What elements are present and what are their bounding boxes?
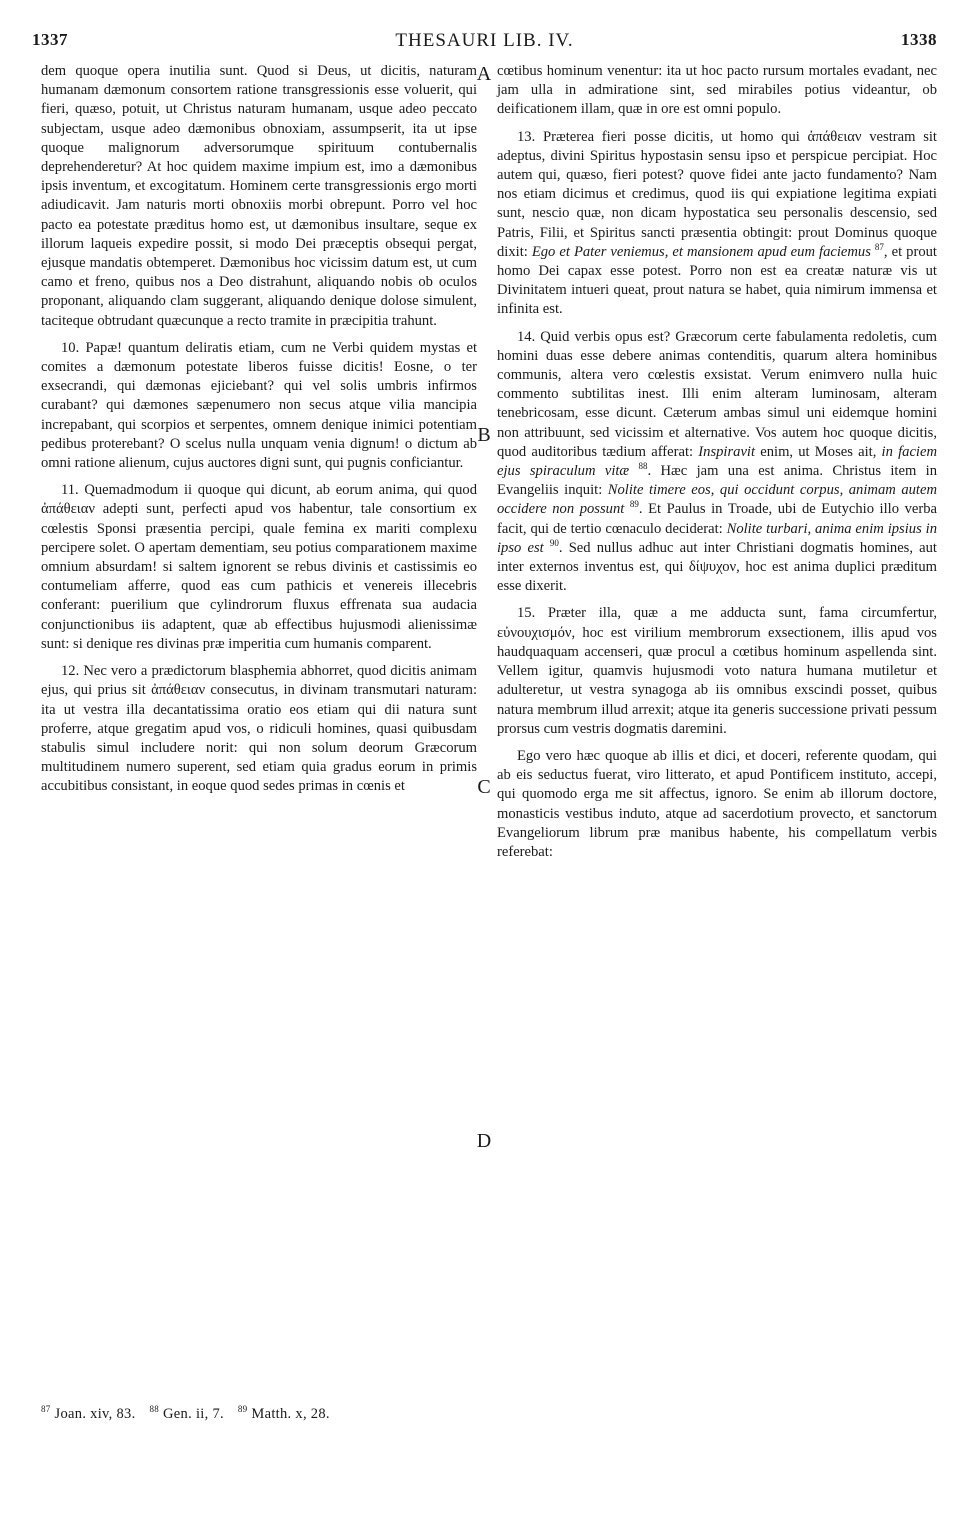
margin-letter-d: D [476,1130,492,1152]
p14-text-a: 14. Quid verbis opus est? Græcorum certe fabulamenta redoletis, cum homini duas esse debere animas contenditis, quarum altera hominibus communis, altera vero cœlestis exsistat. Verum enimvero nulla huic commento subtilitas inest. Illi enim alteram luminosam, alteram tenebricosam, esse dicunt. Cæterum ambas simul uni eidemque homini non attribuunt, sed vicissim et alternative. Vos autem hoc quoque dicitis, quod auditoribus tædium afferat: [497,328,937,460]
left-column [41,62,477,797]
p13-text-a: 13. Præterea fieri posse dicitis, ut homo qui ἀπάθειαν vestram sit adeptus, divini Spiritus hypostasin sensu ipso et perspicue percipiat. Hoc autem qui, quæso, fieri potest? quove fidei ante jacto fundamento? Nam nos etiam dicimus et credimus, quod iis qui expiatione legitima expiati sunt, nescio quæ, non dicam hypostatica seu personalis descensio, sed Patris, Filii, et Spiritus sancti præsentia obtingit: prout Dominus quoque dixit: [497,128,937,260]
paragraph-15: 15. Præter illa, quæ a me adducta sunt, fama circumfertur, εὐνουχισμόν, hoc est virilium membrorum exsectionem, illis apud vos haudquaquam accenseri, quæ procul a cœtibus hominum aspellenda sint. Vellem igitur, quamvis hujusmodi voto natura humana mutiletur et adulteretur, ut vestra synagoga ab iis omnibus exscindi posset, quibus natura membrum illud arrexit; atque ita generis successione privati pessum prorsus cum vestris dogmatis daremini. [497,605,937,737]
footnote-89 [238,1406,330,1422]
p13-text-b: , et prout homo Dei capax esse potest. Porro non est ea creatæ naturæ vis ut Divinitatem intueri queat, prout natura se habet, quia nimirum immensa et infinita est. [497,243,937,318]
page-number-left: 1337 [32,30,68,49]
p14-quote-1: Inspiravit [698,443,756,460]
p13-quote: Ego et Pater veniemus, et mansionem apud eum faciemus [531,243,871,260]
p14-text-e: . Sed nullus adhuc aut inter Christiani dogmatis homines, aut inter externos inventus est, qui δίψυχον, hoc est anima duplici præditum esse dixerit. [497,539,937,595]
footnote-87-number: 87 [41,1404,51,1415]
right-column [497,62,937,862]
footnote-88-text: Gen. ii, 7. [163,1406,224,1422]
footnote-89-text: Matth. x, 28. [251,1406,330,1422]
margin-letter-b: B [477,424,491,446]
footnotes [41,1406,541,1423]
footnote-ref-89: 89 [629,499,639,510]
footnote-ref-90: 90 [549,538,559,549]
page-number-right: 1338 [901,30,937,49]
margin-letter-c: C [477,776,491,798]
p14-text-c: . Hæc jam una est anima. Christus item in Evangeliis inquit: [497,463,937,499]
p14-text-b: enim, ut Moses ait, [755,443,882,460]
running-head [32,30,937,56]
paragraph-12: 12. Nec vero a prædictorum blasphemia abhorret, quod dicitis animam ejus, qui prius sit ἀπάθειαν consecutus, in divinam transmutari naturam: ita ut vestra illa decantatissima oratio eos etiam qui dii natura sunt proferre, atque gregatim apud vos, o ridiculi homines, quasi quibusdam stabulis simul includere norit: qui non solum deorum Græcorum multitudinem numero superent, sed etiam quia gradus eorum in primis accubitibus consistant, in eoque quod sedes primas in cœnis et [41,663,477,795]
footnote-ref-87: 87 [874,241,884,252]
paragraph-continued-right: cœtibus hominum venentur: ita ut hoc pacto rursum mortales evadant, nec jam ulla in admiratione sint, sed mirabiles potius videantur, ob deificationem illam, quæ in ore est omni populo. [497,63,937,118]
footnote-87-text: Joan. xiv, 83. [54,1406,136,1422]
running-title: THESAURI LIB. IV. [395,30,574,51]
paragraph-13 [497,128,937,320]
footnote-ref-88: 88 [638,461,648,472]
p14-quote-2: in faciem ejus spiraculum vitæ [497,443,937,480]
paragraph-11: 11. Quemadmodum ii quoque qui dicunt, ab eorum anima, qui quod ἀπάθειαν adepti sunt, perfecti apud vos habentur, tale consortium ex cœlestis Sponsi præsentia percipi, quale femina ex mariti complexu percipere solet. O apertam dementiam, seu potius comparationem maxime omnium absurdam! si saltem ignorent se rebus divinis et castissimis eo contumeliam afferre, quod eas cum pathicis et venereis illecebris conferant: puerilium que cylindrorum fluxus effrenata sua audacia conjunctionibus iis adaptent, quæ ab effectibus hujusmodi alienissimæ sunt: si denique res divinas præ imperitia cum humanis comparent. [41,482,477,652]
p14-quote-3: Nolite timere eos, qui occidunt corpus, animam autem occidere non possunt [497,482,937,518]
footnote-87 [41,1406,136,1422]
footnote-88 [149,1406,223,1422]
paragraph-16: Ego vero hæc quoque ab illis et dici, et doceri, referente quodam, qui ab eis seductus fuerat, viro litterato, et apud Pontificem instituto, accepi, qui quomodo erga me sit affectus, ignoro. Se enim ab illorum doctore, monasticis vestibus induto, atque ad sacerdotium provecto, et sanctorum Evangeliorum librum præ manibus habente, his compellatum verbis referebat: [497,747,937,860]
paragraph-continued: dem quoque opera inutilia sunt. Quod si Deus, ut dicitis, naturam humanam dæmonum consortem ratione transgressionis esse voluerit, qui fieri, quæso, potuit, ut Christus naturam humanam, usque adeo peccato subjectam, usque adeo dæmonibus obnoxiam, assumpserit, ita ut ipse quoque malignorum adversorumque spirituum contubernalis deprehenderetur? At hoc quidem maxime impium est, imo a dæmonibus ipsis inventum, et excogitatum. Hominem certe transgressionis ergo morti adiudicavit. Jam naturis morti obnoxiis morbi obrepunt. Porro vel hoc pacto ea potestate præditus homo est, ut dæmonibus insultare, seque ex illorum laqueis expedire possit, si modo Dei præceptis obsequi pergat, ejusque mandatis obtemperet. Dæmonibus hoc vicissim datum est, ut cum camo et freno, quibus nos a Deo distrahunt, aliquando nobis ob oculos proponant, aliquando clam suggerant, aliquando denique dolose simulent, taciteque obtrudant quæcunque a recto tramite in præcipitia trahunt. [41,63,477,329]
footnote-88-number: 88 [149,1404,160,1415]
paragraph-14 [497,328,937,597]
p14-text-d: . Et Paulus in Troade, ubi de Eutychio illo verba facit, qui de tertio cœnaculo deciderat: [497,501,937,537]
p14-quote-4: Nolite turbari, anima enim ipsius in ipso est [497,520,937,556]
margin-letter-a: A [476,63,492,85]
paragraph-10: 10. Papæ! quantum deliratis etiam, cum ne Verbi quidem mystas et comites a dæmonum potestate liberos fuisse dicitis! Eosne, o ter exsecrandi, qui dæmonas ejiciebant? qui vel solis umbris infirmos curabant? qui dæmones sæpenumero non secus atque vilia mancipia increpabant, qui scorpios et serpentes, omnem denique inimici potentiam pedibus proterebant? O scelus nulla unquam venia dignum! o dictum ab omni ratione alienum, cujus auctores digni sunt, qui pugnis conficiantur. [41,339,477,472]
footnote-89-number: 89 [237,1404,248,1415]
